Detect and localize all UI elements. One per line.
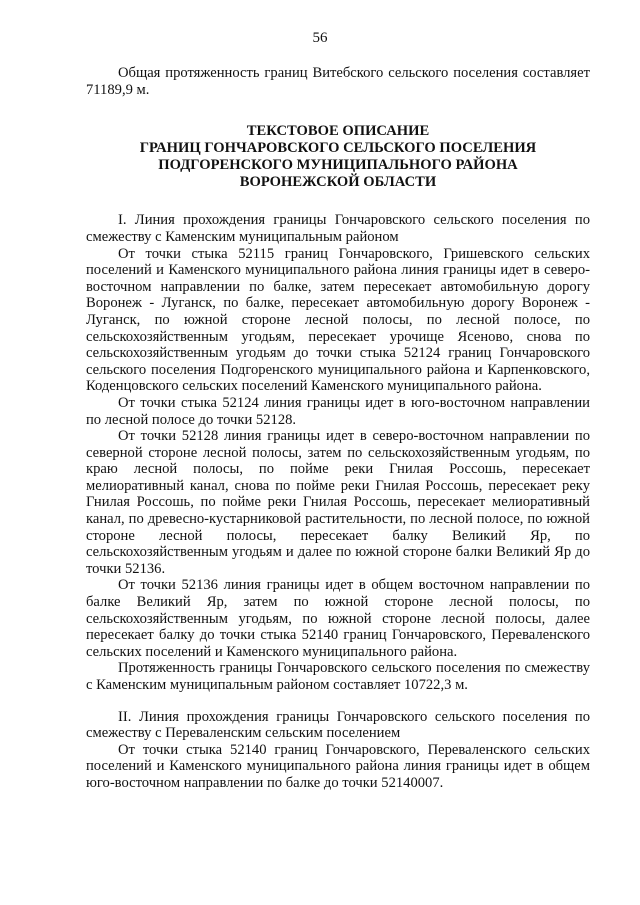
page-number: 56 [312,30,328,46]
heading-line: ТЕКСТОВОЕ ОПИСАНИЕ [246,123,430,140]
section-1-paragraph: Протяженность границы Гончаровского сельского поселения по смежеству с Каменским муниципальным районом составляет 10722,3 м. [86,660,590,693]
section-2-title: II. Линия прохождения границы Гончаровского сельского поселения по смежеству с Переваленским сельским поселением [86,708,590,742]
document-heading [86,123,590,190]
section-1-title: I. Линия прохождения границы Гончаровского сельского поселения по смежеству с Каменским муниципальным районом [86,212,590,245]
intro-paragraph: Общая протяженность границ Витебского сельского поселения составляет 71189,9 м. [86,65,590,98]
section-1-paragraph: От точки 52128 линия границы идет в северо-восточном направлении по северной стороне лесной полосы, затем по сельскохозяйственным угодьям, по краю лесной полосы, по пойме реки Гнилая Россошь, пересекает мелиоративный канал, снова по пойме реки Гнилая Россошь, пересекает реку Гнилая Россошь, по пойме реки Гнилая Россошь, пересекает мелиоративный канал, по древесно-кустарниковой растительности, по лесной полосе, по южной стороне лесной полосы, пересекает балку Великий Яр, по сельскохозяйственным угодьям и далее по южной стороне балки Великий Яр до точки 52136. [86,428,590,577]
section-1-paragraph: От точки стыка 52115 границ Гончаровского, Гришевского сельских поселений и Каменского муниципального района линия границы идет в северо-восточном направлении по балке, затем пересекает автомобильную дорогу Воронеж - Луганск, по балке, пересекает автомобильную дорогу Воронеж - Луганск, по южной стороне лесной полосы, по лесной полосе, по сельскохозяйственным угодьям, пересекает урочище Ясеново, снова по сельскохозяйственным угодьям до точки стыка 52124 границ Гончаровского сельского поселения Подгоренского муниципального района и Карпенковского, Коденцовского сельских поселений Каменского муниципального района. [86,245,590,395]
section-1-paragraph: От точки 52136 линия границы идет в общем восточном направлении по балке Великий Яр, затем по южной стороне лесной полосы, по сельскохозяйственным угодьям, по южной стороне лесной полосы, далее пересекает балку до точки стыка 52140 границ Гончаровского, Переваленского сельских поселений и Каменского муниципального района. [86,577,590,660]
section-spacer [86,694,590,709]
heading-line: ВОРОНЕЖСКОЙ ОБЛАСТИ [239,173,437,190]
document-body [86,65,590,792]
heading-line: ГРАНИЦ ГОНЧАРОВСКОГО СЕЛЬСКОГО ПОСЕЛЕНИЯ [139,139,537,156]
heading-line: ПОДГОРЕНСКОГО МУНИЦИПАЛЬНОГО РАЙОНА [158,156,518,173]
section-1-paragraph: От точки стыка 52124 линия границы идет в юго-восточном направлении по лесной полосе до точки 52128. [86,394,590,428]
section-2-paragraph: От точки стыка 52140 границ Гончаровского, Переваленского сельских поселений и Каменского муниципального района линия границы идет в общем юго-восточном направлении по балке до точки 52140007. [86,741,590,791]
